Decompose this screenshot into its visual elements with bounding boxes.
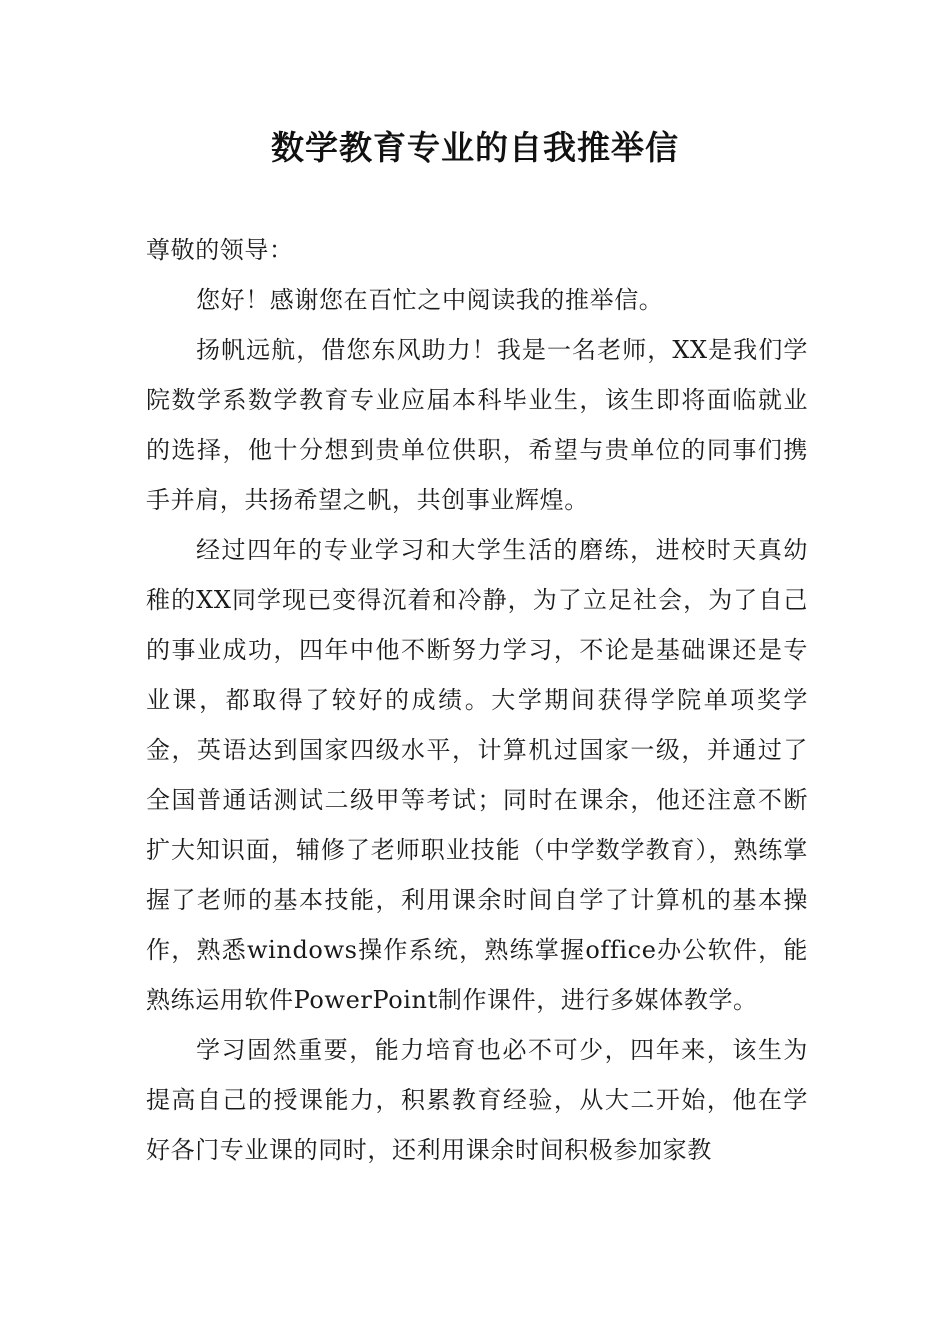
- paragraph-study-achievements: 经过四年的专业学习和大学生活的磨练，进校时天真幼稚的XX同学现已变得沉着和冷静，为了立足社会，为了自己的事业成功，四年中他不断努力学习，不论是基础课还是专业课，都取得了较好的成绩。大学期间获得学院单项奖学金，英语达到国家四级水平，计算机过国家一级，并通过了全国普通话测试二级甲等考试；同时在课余，他还注意不断扩大知识面，辅修了老师职业技能（中学数学教育），熟练掌握了老师的基本技能，利用课余时间自学了计算机的基本操作，熟悉windows操作系统，熟练掌握office办公软件，能熟练运用软件PowerPoint制作课件，进行多媒体教学。: [146, 536, 808, 1014]
- document-body: [146, 225, 808, 1175]
- paragraph-ability-training: 学习固然重要，能力培育也必不可少，四年来，该生为提高自己的授课能力，积累教育经验，从大二开始，他在学好各门专业课的同时，还利用课余时间积极参加家教: [146, 1036, 808, 1164]
- document-title: 数学教育专业的自我推举信: [271, 128, 679, 167]
- paragraph-introduction: 扬帆远航，借您东风助力！我是一名老师，XX是我们学院数学系数学教育专业应届本科毕业生，该生即将面临就业的选择，他十分想到贵单位供职，希望与贵单位的同事们携手并肩，共扬希望之帆，共创事业辉煌。: [146, 336, 808, 514]
- paragraph-greeting: 您好！感谢您在百忙之中阅读我的推举信。: [196, 286, 664, 314]
- salutation: 尊敬的领导：: [146, 236, 294, 264]
